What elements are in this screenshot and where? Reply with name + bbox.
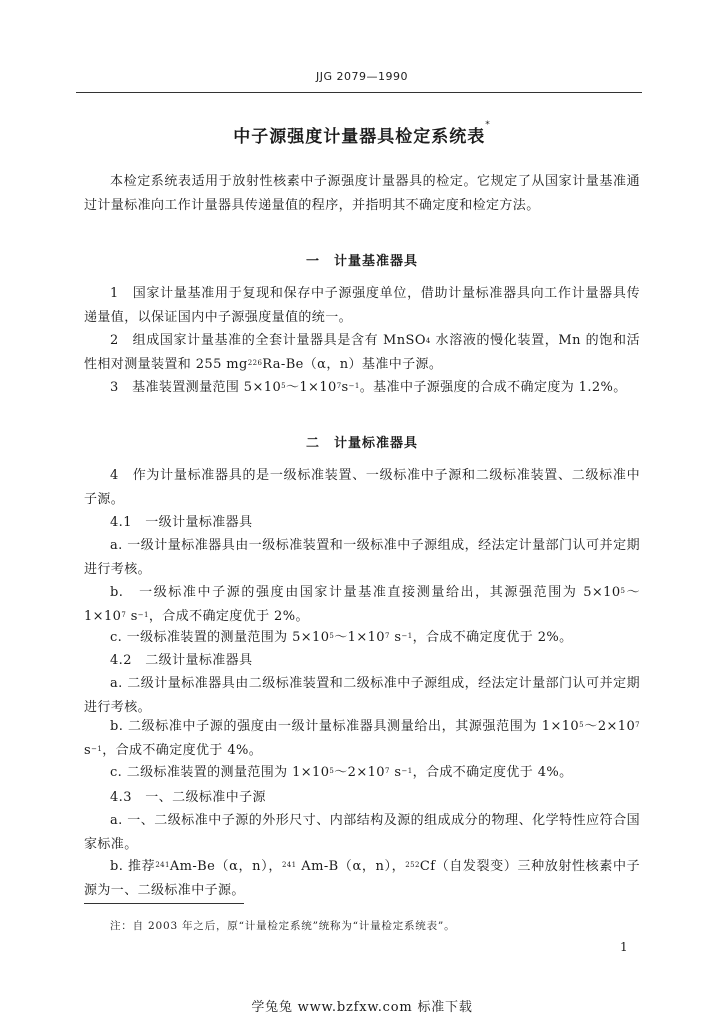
clause-4-2-b-sup-2: 7 — [635, 721, 641, 729]
footnote: 注：自 2003 年之后，原“计量检定系统”统称为“计量检定系统表”。 — [110, 920, 456, 932]
clause-3 — [84, 376, 640, 400]
watermark-text: 学兔兔 www.bzfxw.com 标准下载 — [251, 1000, 473, 1015]
clause-2-sub: 4 — [425, 337, 431, 345]
title-text: 中子源强度计量器具检定系统表 — [233, 127, 486, 147]
clause-4-3-b-text-a: b. 推荐 — [110, 859, 156, 874]
clause-4: 4 作为计量标准器具的是一级标准装置、一级标准中子源和二级标准装置、二级标准中子源。 — [84, 468, 640, 507]
clause-4-2-c-sup-2: 7 — [384, 767, 390, 775]
section2-heading: 二 计量标准器具 — [305, 436, 418, 451]
clause-4-2-c-sup-1: 5 — [329, 767, 335, 775]
clause-4-2-b-sup-1: 5 — [579, 721, 584, 729]
clause-2-sup: 226 — [247, 358, 263, 367]
clause-4-3-b-text-d: Cf（自发裂变）三种放射性核素中子源为一、二级标准中子源。 — [84, 859, 641, 898]
clause-4-1-b-text-b: ～1×10 — [84, 585, 640, 624]
clause-4-1-b-sup-3: −1 — [137, 610, 149, 619]
clause-4-2-b-text-c: s — [84, 742, 92, 758]
clause-4-2-a: a. 二级计量标准器具由二级标准装置和二级标准中子源组成，经法定计量部门认可并定期进行考核。 — [84, 676, 640, 715]
intro-paragraph: 本检定系统表适用于放射性核素中子源强度计量器具的检定。它规定了从国家计量基准通过计量标准向工作计量器具传递量值的程序，并指明其不确定度和检定方法。 — [84, 174, 640, 213]
clause-2 — [84, 329, 640, 376]
clause-4-2-b-text-d: ，合成不确定度优于 4%。 — [102, 742, 263, 758]
clause-4-1-b-sup-2: 7 — [121, 610, 127, 619]
clause-4-2-b-text-a: b. 二级标准中子源的强度由一级计量标准器具测量给出，其源强范围为 1×10 — [110, 719, 580, 734]
standard-code-header: JJG 2079—1990 — [316, 70, 408, 83]
section1-heading: 一 计量基准器具 — [305, 254, 418, 269]
clause-4-2-b-text-b: ～2×10 — [583, 719, 636, 734]
clause-4-3-b-text-b: Am-Be（α，n）， — [169, 859, 282, 874]
clause-4-3-b-sup-3: 252 — [405, 861, 420, 869]
clause-3-text-a: 3 基准装置测量范围 5×10 — [110, 380, 282, 395]
clause-4-1-c-sup-3: −1 — [401, 632, 413, 640]
clause-4-1-b-sup-1: 5 — [620, 587, 626, 595]
clause-4-1-c-text-d: ，合成不确定度优于 2%。 — [412, 630, 573, 645]
clause-4-3-b — [84, 855, 640, 902]
clause-2-text-b: 水溶液的慢化装置，Mn 的饱和活性相对测量装置和 255 mg — [84, 333, 641, 372]
clause-4-2-c-text-d: ，合成不确定度优于 4%。 — [412, 765, 573, 780]
clause-4-2-b — [84, 715, 640, 762]
clause-4-1-c-text-c: s — [389, 630, 402, 645]
clause-4-2-c-sup-3: −1 — [401, 767, 413, 775]
clause-1: 1 国家计量基准用于复现和保存中子源强度单位，借助计量标准器具向工作计量器具传递量值，以保证国内中子源强度量值的统一。 — [84, 286, 640, 325]
clause-4-1-c — [84, 626, 640, 650]
clause-2-text-c: Ra-Be（α，n）基准中子源。 — [262, 356, 443, 372]
clause-4-3-b-sup-2: 241 — [281, 861, 297, 869]
clause-3-text-d: 。基准中子源强度的合成不确定度为 1.2%。 — [359, 380, 627, 395]
page-title — [0, 122, 724, 147]
clause-4-2-c-text-b: ～2×10 — [334, 765, 385, 780]
clause-3-sup-2: 7 — [336, 382, 342, 390]
clause-4-1-c-sup-2: 7 — [384, 632, 390, 640]
clause-3-sup-1: 5 — [281, 382, 286, 390]
clause-4-3-b-text-c: Am-B（α，n）， — [296, 859, 406, 874]
clause-4-1-c-sup-1: 5 — [329, 632, 335, 640]
clause-4-2-c — [84, 761, 640, 785]
clause-4-1-a: a. 一级计量标准器具由一级标准装置和一级标准中子源组成，经法定计量部门认可并定期进行考核。 — [84, 538, 640, 577]
clause-4-1-b-text-d: ，合成不确定度优于 2%。 — [148, 608, 309, 624]
title-footnote-mark: * — [485, 120, 491, 130]
clause-3-sup-3: −1 — [348, 382, 360, 390]
clause-3-text-b: ～1×10 — [285, 380, 337, 395]
clause-4-2-heading: 4.2 二级计量标准器具 — [110, 653, 253, 668]
clause-4-1-c-text-b: ～1×10 — [334, 630, 385, 645]
clause-4-1-c-text-a: c. 一级标准装置的测量范围为 5×10 — [110, 630, 330, 645]
clause-4-1-b — [84, 581, 640, 628]
clause-4-1-b-text-c: s — [126, 608, 138, 624]
clause-4-3-heading: 4.3 一、二级标准中子源 — [110, 790, 266, 805]
clause-4-3-a: a. 一、二级标准中子源的外形尺寸、内部结构及源的组成成分的物理、化学特性应符合国家标准。 — [84, 813, 640, 852]
clause-3-text-c: s — [341, 380, 349, 395]
clause-4-2-b-sup-3: −1 — [91, 744, 103, 753]
clause-4-2-c-text-c: s — [389, 765, 402, 780]
clause-2-text-a: 2 组成国家计量基准的全套计量器具是含有 MnSO — [110, 333, 426, 348]
clause-4-3-b-sup-1: 241 — [155, 861, 170, 869]
header-divider — [76, 92, 642, 93]
clause-4-2-c-text-a: c. 二级标准装置的测量范围为 1×10 — [110, 765, 330, 780]
clause-4-1-b-text-a: b. 一级标准中子源的强度由国家计量基准直接测量给出，其源强范围为 5×10 — [110, 585, 621, 600]
page-number: 1 — [620, 940, 628, 954]
footnote-divider — [84, 903, 244, 904]
clause-4-1-heading: 4.1 一级计量标准器具 — [110, 515, 253, 530]
